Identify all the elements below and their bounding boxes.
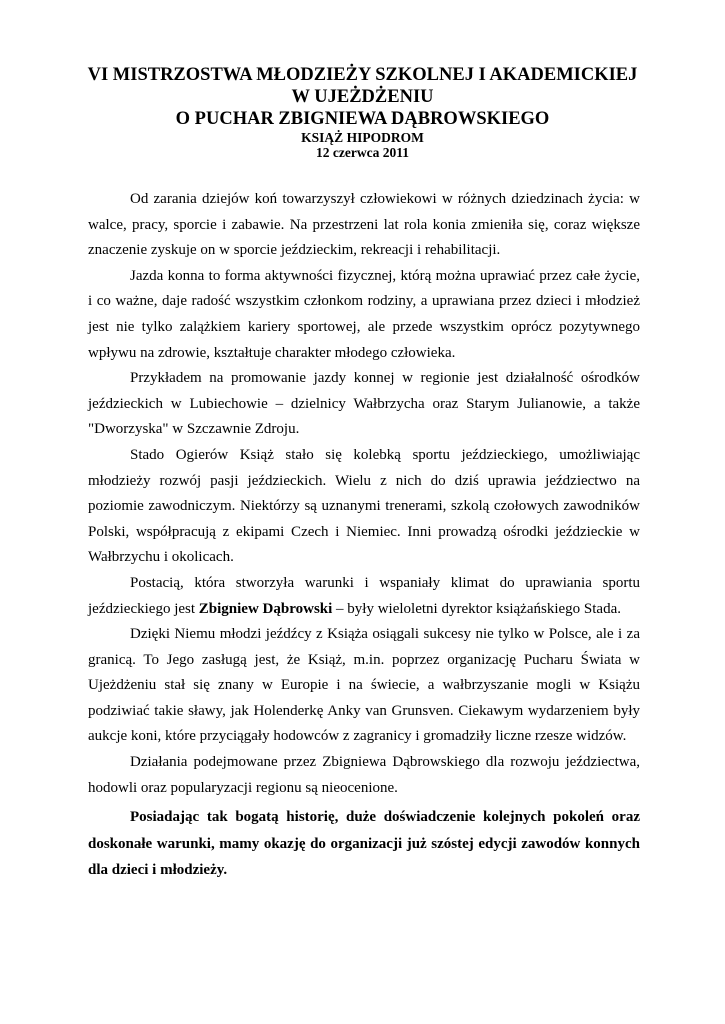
director-name: Zbigniew Dąbrowski (198, 600, 333, 617)
paragraph-8-closing: Posiadając tak bogatą historię, duże doświadczenie kolejnych pokoleń oraz doskonałe warunki, mamy okazję do organizacji już szóstej edycji zawodów konnych dla dzieci i młodzieży. (88, 809, 640, 879)
paragraph-5 (88, 571, 640, 622)
title-line-2: W UJEŻDŻENIU (291, 87, 434, 107)
paragraph-2: Jazda konna to forma aktywności fizycznej, którą można uprawiać przez całe życie, i co ważne, daje radość wszystkim członkom rodziny, a uprawiana przez dzieci i młodzież jest nie tylko zalążkiem kariery sportowej, ale przede wszystkim oprócz pozytywnego wpływu na zdrowie, kształtuje charakter młodego człowieka. (88, 267, 640, 361)
paragraph-3: Przykładem na promowanie jazdy konnej w regionie jest działalność ośrodków jeździeckich w Lubiechowie – dzielnicy Wałbrzycha oraz Starym Julianowie, a także "Dworzyska" w Szczawnie Zdroju. (88, 370, 640, 438)
paragraph-6: Dzięki Niemu młodzi jeźdźcy z Książa osiągali sukcesy nie tylko w Polsce, ale i za granicą. To Jego zasługą jest, że Książ, m.in. poprzez organizację Pucharu Świata w Ujeżdżeniu stał się znany w Europie i na świecie, a wałbrzyszanie mogli w Książu podziwiać takie sławy, jak Holenderkę Anky van Grunsven. Ciekawym wydarzeniem były aukcje koni, które przyciągały hodowców z zagranicy i gromadziły liczne rzesze widzów. (88, 626, 640, 745)
date-line: 12 czerwca 2011 (316, 145, 409, 160)
title-line-3: O PUCHAR ZBIGNIEWA DĄBROWSKIEGO (175, 109, 550, 129)
document-body (88, 187, 640, 884)
title-line-1: VI MISTRZOSTWA MŁODZIEŻY SZKOLNEJ I AKADEMICKIEJ (87, 65, 638, 85)
paragraph-5-text-before: Postacią, która stworzyła warunki i wspaniały klimat do uprawiania sportu jeździeckiego jest (88, 574, 640, 617)
paragraph-1: Od zarania dziejów koń towarzyszył człowiekowi w różnych dziedzinach życia: w walce, pracy, sporcie i zabawie. Na przestrzeni lat rola konia zmieniła się, coraz większe znaczenie zyskuje on w sporcie jeździeckim, rekreacji i rehabilitacji. (88, 191, 640, 259)
venue-line: KSIĄŻ HIPODROM (301, 130, 424, 145)
document-header (60, 64, 665, 160)
paragraph-4: Stado Ogierów Książ stało się kolebką sportu jeździeckiego, umożliwiając młodzieży rozwój pasji jeździeckich. Wielu z nich do dziś uprawia jeździectwo na poziomie zawodniczym. Niektórzy są uznanymi trenerami, szkolą czołowych zawodników Polski, współpracują z ekipami Czech i Niemiec. Inni prowadzą ośrodki jeździeckie w Wałbrzychu i okolicach. (88, 446, 640, 566)
paragraph-7: Działania podejmowane przez Zbigniewa Dąbrowskiego dla rozwoju jeździectwa, hodowli oraz popularyzacji regionu są nieocenione. (88, 754, 640, 796)
paragraph-5-text-after: – były wieloletni dyrektor książańskiego Stada. (332, 600, 621, 617)
